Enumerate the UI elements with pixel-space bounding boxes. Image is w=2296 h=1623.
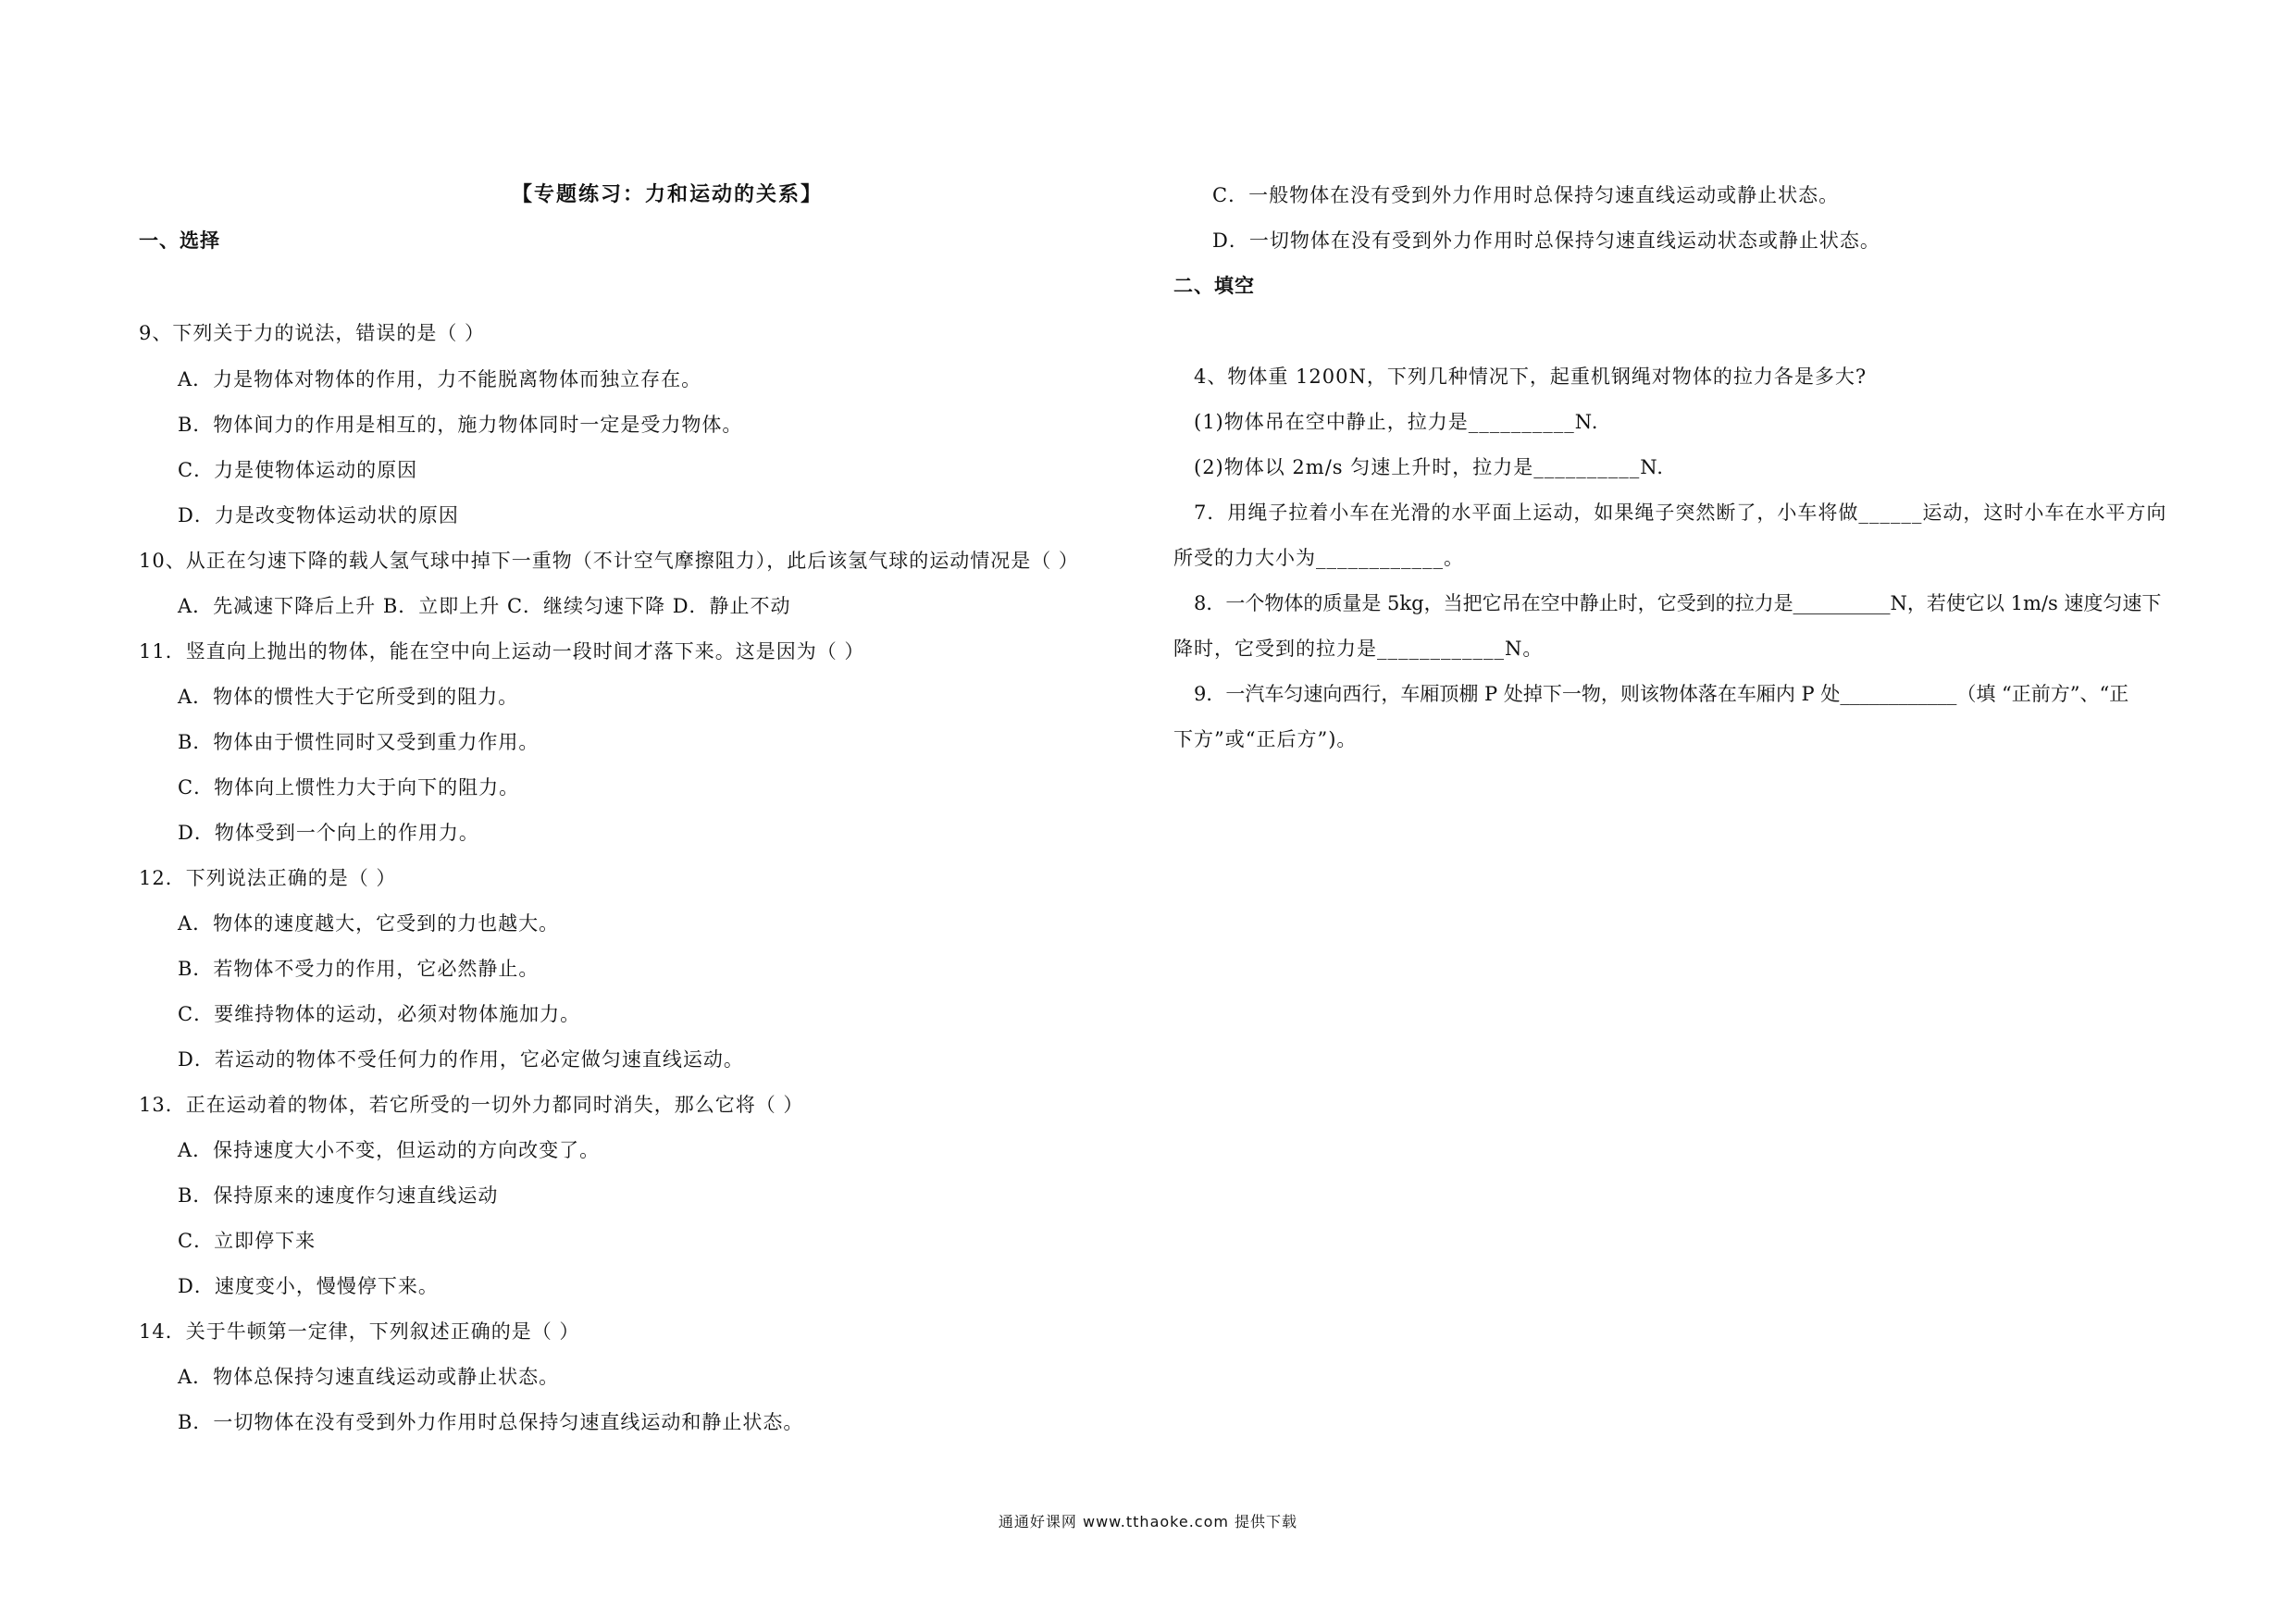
question-9-stem: 9、下列关于力的说法，错误的是（ ） xyxy=(139,322,486,344)
question-13-stem: 13．正在运动着的物体，若它所受的一切外力都同时消失，那么它将（ ） xyxy=(139,1094,804,1116)
section-heading-fill: 二、填空 xyxy=(1173,275,1255,297)
fill-question-4-stem: 4、物体重 1200N，下列几种情况下，起重机钢绳对物体的拉力各是多大? xyxy=(1194,365,1868,388)
fill-question-4-part-2: (2)物体以 2m/s 匀速上升时，拉力是__________N. xyxy=(1194,456,1664,478)
question-12-stem: 12．下列说法正确的是（ ） xyxy=(139,867,397,889)
fill-question-7-line-2: 所受的力大小为____________。 xyxy=(1173,547,1464,569)
section-heading-choice: 一、选择 xyxy=(139,229,220,252)
question-12-option-c: C．要维持物体的运动，必须对物体施加力。 xyxy=(178,1003,581,1025)
question-11-option-d: D．物体受到一个向上的作用力。 xyxy=(178,822,479,844)
question-13-option-b: B．保持原来的速度作匀速直线运动 xyxy=(178,1184,499,1207)
question-11-option-c: C．物体向上惯性力大于向下的阻力。 xyxy=(178,776,520,799)
question-10-options: A．先减速下降后上升 B．立即上升 C．继续匀速下降 D．静止不动 xyxy=(178,595,791,617)
question-13-option-a: A．保持速度大小不变，但运动的方向改变了。 xyxy=(178,1139,601,1161)
fill-question-9-line-1: 9．一汽车匀速向西行，车厢顶棚 P 处掉下一物，则该物体落在车厢内 P 处____________（填 “正前方”、“正 xyxy=(1194,683,2129,705)
page-title: 【专题练习：力和运动的关系】 xyxy=(512,182,824,206)
question-10-stem: 10、从正在匀速下降的载人氢气球中掉下一重物（不计空气摩擦阻力），此后该氢气球的运动情况是（ ） xyxy=(139,550,1079,572)
fill-question-9-line-2: 下方”或“正后方”)。 xyxy=(1173,728,1358,750)
question-12-option-d: D．若运动的物体不受任何力的作用，它必定做匀速直线运动。 xyxy=(178,1048,744,1071)
question-14-stem: 14．关于牛顿第一定律，下列叙述正确的是（ ） xyxy=(139,1320,580,1343)
question-11-option-b: B．物体由于惯性同时又受到重力作用。 xyxy=(178,731,540,753)
question-14-option-b: B．一切物体在没有受到外力作用时总保持匀速直线运动和静止状态。 xyxy=(178,1411,804,1433)
question-11-stem: 11．竖直向上抛出的物体，能在空中向上运动一段时间才落下来。这是因为（ ） xyxy=(139,640,865,663)
question-14-option-c: C．一般物体在没有受到外力作用时总保持匀速直线运动或静止状态。 xyxy=(1212,184,1840,206)
fill-question-4-part-1: (1)物体吊在空中静止，拉力是__________N. xyxy=(1194,411,1599,433)
question-12-option-a: A．物体的速度越大，它受到的力也越大。 xyxy=(178,912,560,935)
question-9-option-d: D．力是改变物体运动状的原因 xyxy=(178,504,459,527)
fill-question-8-line-1: 8．一个物体的质量是 5kg，当把它吊在空中静止时，它受到的拉力是__________N，若使它以 1m/s 速度匀速下 xyxy=(1194,592,2162,614)
question-12-option-b: B．若物体不受力的作用，它必然静止。 xyxy=(178,958,540,980)
question-14-option-d: D．一切物体在没有受到外力作用时总保持匀速直线运动状态或静止状态。 xyxy=(1212,229,1880,252)
question-9-option-a: A．力是物体对物体的作用，力不能脱离物体而独立存在。 xyxy=(178,368,702,390)
question-14-option-a: A．物体总保持匀速直线运动或静止状态。 xyxy=(178,1366,560,1388)
fill-question-7-line-1: 7．用绳子拉着小车在光滑的水平面上运动，如果绳子突然断了，小车将做______运动，这时小车在水平方向 xyxy=(1194,502,2167,524)
question-13-option-c: C．立即停下来 xyxy=(178,1230,316,1252)
question-9-option-c: C．力是使物体运动的原因 xyxy=(178,459,418,481)
question-13-option-d: D．速度变小，慢慢停下来。 xyxy=(178,1275,439,1297)
footer-source: 通通好课网 www.tthaoke.com 提供下载 xyxy=(998,1513,1298,1530)
question-11-option-a: A．物体的惯性大于它所受到的阻力。 xyxy=(178,686,519,708)
fill-question-8-line-2: 降时，它受到的拉力是____________N。 xyxy=(1173,638,1544,660)
question-9-option-b: B．物体间力的作用是相互的，施力物体同时一定是受力物体。 xyxy=(178,414,743,436)
